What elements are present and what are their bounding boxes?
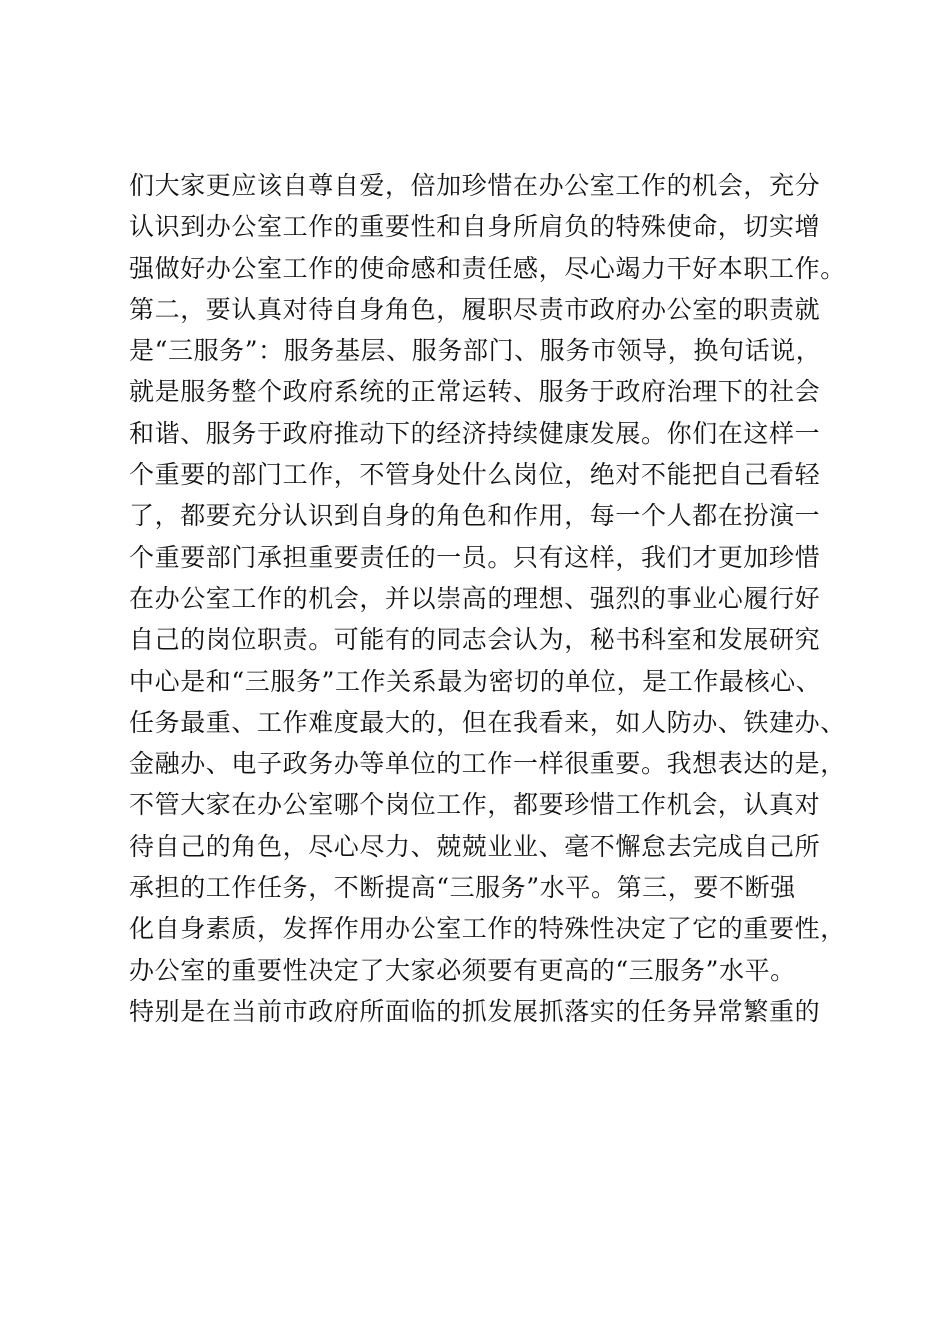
text-line: 承担的工作任务，不断提高“三服务”水平。第三，要不断强 [129,873,796,903]
text-line: 个重要部门承担重要责任的一员。只有这样，我们才更加珍惜 [129,542,821,572]
text-line: 不管大家在办公室哪个岗位工作，都要珍惜工作机会，认真对 [129,790,821,820]
text-line: 和谐、服务于政府推动下的经济持续健康发展。你们在这样一 [129,418,821,448]
text-line: 中心是和“三服务”工作关系最为密切的单位，是工作最核心、 [129,666,822,696]
text-line: 待自己的角色，尽心尽力、兢兢业业、毫不懈怠去完成自己所 [129,831,821,861]
text-line: 是“三服务”：服务基层、服务部门、服务市领导，换句话说， [129,336,822,366]
text-line: 任务最重、工作难度最大的，但在我看来，如人防办、铁建办、 [129,707,846,737]
text-line: 们大家更应该自尊自爱，倍加珍惜在办公室工作的机会，充分 [129,171,821,200]
body-text [129,165,846,1032]
text-line: 自己的岗位职责。可能有的同志会认为，秘书科室和发展研究 [129,625,821,655]
text-line: 了，都要充分认识到自身的角色和作用，每一个人都在扮演一 [129,501,821,531]
text-line: 个重要的部门工作，不管身处什么岗位，绝对不能把自己看轻 [129,460,821,490]
text-line: 认识到办公室工作的重要性和自身所肩负的特殊使命，切实增 [129,212,821,242]
text-line: 特别是在当前市政府所面临的抓发展抓落实的任务异常繁重的 [129,996,821,1026]
text-line: 在办公室工作的机会，并以崇高的理想、强烈的事业心履行好 [129,583,821,613]
text-line: 就是服务整个政府系统的正常运转、服务于政府治理下的社会 [129,377,821,407]
text-line: 金融办、电子政务办等单位的工作一样很重要。我想表达的是， [129,749,846,779]
text-line: 办公室的重要性决定了大家必须要有更高的“三服务”水平。 [129,955,796,985]
text-line: 强做好办公室工作的使命感和责任感，尽心竭力干好本职工作。 [129,253,846,283]
text-line: 化自身素质，发挥作用办公室工作的特殊性决定了它的重要性， [129,914,846,944]
text-line: 第二，要认真对待自身角色，履职尽责市政府办公室的职责就 [129,294,821,324]
